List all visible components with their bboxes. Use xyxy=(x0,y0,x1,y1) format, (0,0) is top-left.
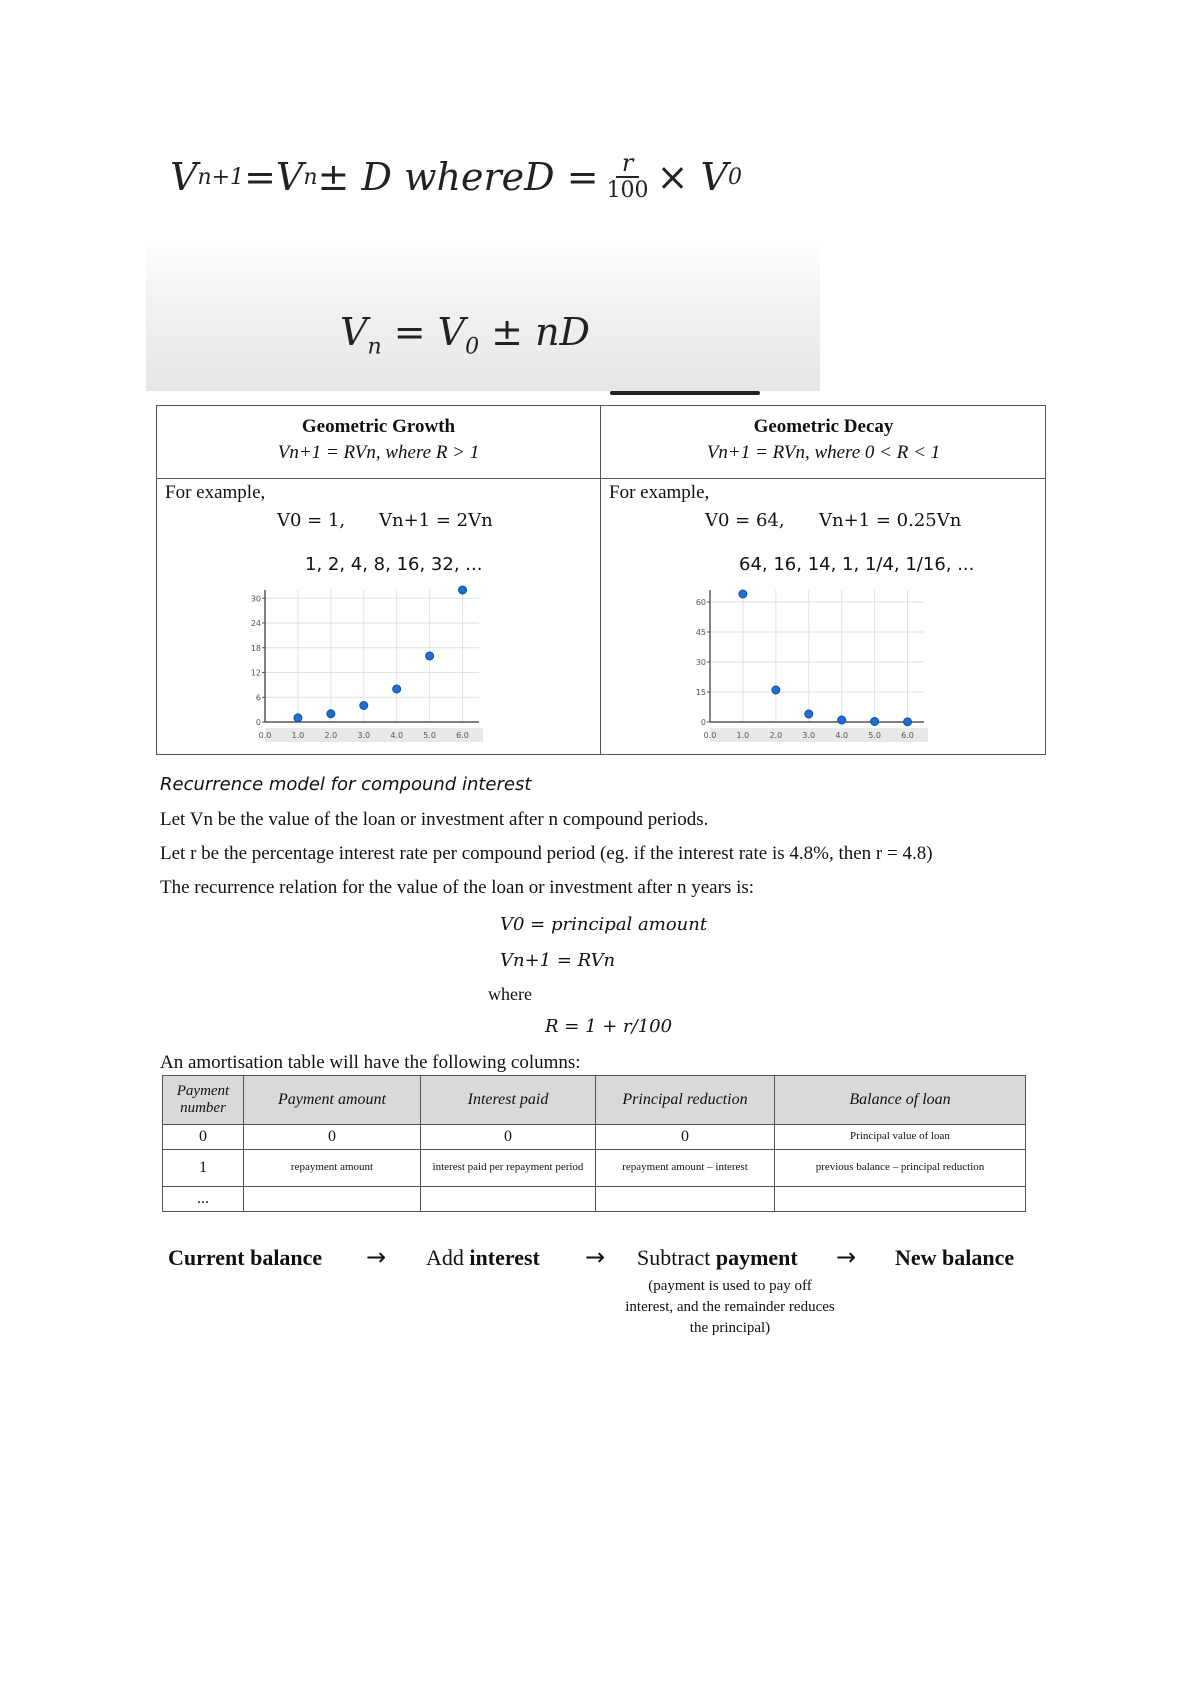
compound-where: where xyxy=(488,984,532,1004)
flow-subtract-payment: Subtract payment xyxy=(637,1245,798,1270)
data-point xyxy=(772,686,780,694)
growth-header xyxy=(157,406,600,464)
y-tick-label: 24 xyxy=(250,619,261,628)
y-tick-label: 12 xyxy=(250,668,261,678)
compound-line-1: Let Vn be the value of the loan or investment after n compound periods. xyxy=(160,809,709,830)
x-tick-label: 3.0 xyxy=(357,731,371,740)
compound-subheading: Recurrence model for compound interest xyxy=(160,774,532,795)
table-cell: previous balance – principal reduction xyxy=(775,1150,1026,1187)
flow-new-balance: New balance xyxy=(895,1245,1015,1270)
x-tick-label: 6.0 xyxy=(901,731,914,740)
x-tick-label: 5.0 xyxy=(868,731,881,740)
chart-background xyxy=(247,584,487,742)
y-tick-label: 6 xyxy=(255,693,261,703)
x-tick-label: 1.0 xyxy=(291,731,305,740)
decay-for-example: For example, xyxy=(609,482,710,503)
table-cell: Principal value of loan xyxy=(775,1125,1026,1150)
x-tick-label: 4.0 xyxy=(390,731,404,740)
col-balance-of-loan: Balance of loan xyxy=(775,1076,1026,1125)
decay-recurrence: Vn+1 = 0.25Vn xyxy=(819,510,962,531)
growth-v0: V0 = 1, xyxy=(277,510,346,531)
flow-arrow-icon: → xyxy=(366,1243,387,1271)
decay-header xyxy=(602,406,1045,464)
y-tick-label: 15 xyxy=(695,688,706,697)
x-tick-label: 0.0 xyxy=(703,731,717,740)
compound-R: R = 1 + r/100 xyxy=(545,1016,673,1037)
compound-line-3: The recurrence relation for the value of the loan or investment after n years is: xyxy=(160,877,755,898)
data-point xyxy=(904,718,912,726)
table-cell: 0 xyxy=(163,1125,244,1150)
growth-recurrence: Vn+1 = 2Vn xyxy=(379,510,493,531)
y-tick-label: 60 xyxy=(695,598,706,607)
formula-recurrence-simple: V n+1 = V n ± D where D = $\frac{r}{100}$ × V 0 xyxy=(170,149,742,204)
chart-background xyxy=(692,584,932,742)
table-cell: 0 xyxy=(421,1125,596,1150)
table-cell: repayment amount – interest xyxy=(596,1150,775,1187)
compound-v0: V0 = principal amount xyxy=(500,914,708,935)
fraction-r-over-100: $\frac{r}{100}$ xyxy=(606,149,649,204)
table-cell xyxy=(421,1187,596,1212)
flow-current-balance: Current balance xyxy=(168,1245,323,1270)
data-point xyxy=(327,710,335,718)
table-cell: 0 xyxy=(596,1125,775,1150)
data-point xyxy=(838,716,846,724)
data-point xyxy=(459,586,467,594)
data-point xyxy=(294,714,302,722)
data-point xyxy=(393,685,401,693)
data-point xyxy=(871,718,879,726)
x-tick-label: 6.0 xyxy=(456,731,469,740)
table-row xyxy=(163,1125,1026,1150)
amortisation-intro: An amortisation table will have the following columns: xyxy=(160,1052,581,1073)
flow-note: (payment is used to pay off interest, and the remainder reduces the principal) xyxy=(625,1278,835,1336)
growth-title: Geometric Growth xyxy=(301,416,456,437)
table-cell xyxy=(596,1187,775,1212)
growth-for-example: For example, xyxy=(165,482,266,503)
flow-arrow-icon: → xyxy=(836,1243,857,1271)
data-point xyxy=(805,710,813,718)
decay-sequence: 64, 16, 14, 1, 1/4, 1/16, ... xyxy=(739,554,975,575)
formula-explicit-simple: $V_n = V_0$ ± nD xyxy=(340,310,591,360)
decay-scatter-chart xyxy=(692,584,932,742)
y-tick-label: 18 xyxy=(250,643,261,653)
decay-title: Geometric Decay xyxy=(753,416,894,437)
flow-add-interest: Add interest xyxy=(426,1245,540,1270)
x-tick-label: 3.0 xyxy=(802,731,816,740)
data-point xyxy=(360,702,368,710)
table-cell: 1 xyxy=(163,1150,244,1187)
x-tick-label: 2.0 xyxy=(324,731,338,740)
data-point xyxy=(426,652,434,660)
y-tick-label: 45 xyxy=(695,628,706,637)
table-cell: ... xyxy=(163,1187,244,1212)
table-cell: repayment amount xyxy=(244,1150,421,1187)
col-payment-number: Payment number xyxy=(163,1076,244,1125)
data-point xyxy=(739,590,747,598)
y-tick-label: 0 xyxy=(255,718,261,727)
x-tick-label: 0.0 xyxy=(258,731,272,740)
table-header-row xyxy=(163,1076,1026,1125)
table-row xyxy=(163,1150,1026,1187)
table-row xyxy=(163,1187,1026,1212)
y-tick-label: 0 xyxy=(700,718,706,727)
growth-scatter-chart xyxy=(247,584,487,742)
decay-v0: V0 = 64, xyxy=(705,510,785,531)
col-interest-paid: Interest paid xyxy=(421,1076,596,1125)
growth-decay-box xyxy=(156,405,1046,755)
table-cell: interest paid per repayment period xyxy=(421,1150,596,1187)
column-divider xyxy=(600,406,601,754)
table-cell: 0 xyxy=(244,1125,421,1150)
y-tick-label: 30 xyxy=(695,658,706,667)
col-payment-amount: Payment amount xyxy=(244,1076,421,1125)
compound-recurrence: Vn+1 = RVn xyxy=(500,950,616,971)
decay-rule: Vn+1 = RVn, where 0 < R < 1 xyxy=(706,442,941,463)
x-tick-label: 4.0 xyxy=(835,731,849,740)
growth-sequence: 1, 2, 4, 8, 16, 32, ... xyxy=(305,554,483,575)
y-tick-label: 30 xyxy=(250,594,261,604)
table-cell xyxy=(244,1187,421,1212)
growth-rule: Vn+1 = RVn, where R > 1 xyxy=(277,442,480,463)
x-tick-label: 1.0 xyxy=(736,731,750,740)
x-tick-label: 5.0 xyxy=(423,731,436,740)
table-cell xyxy=(775,1187,1026,1212)
scan-artifact-line xyxy=(610,391,760,395)
amortisation-table xyxy=(162,1075,1026,1212)
col-principal-reduction: Principal reduction xyxy=(596,1076,775,1125)
compound-line-2: Let r be the percentage interest rate per compound period (eg. if the interest rate is 4.8%, then r = 4.8) xyxy=(160,843,933,864)
flow-arrow-icon: → xyxy=(585,1243,606,1271)
x-tick-label: 2.0 xyxy=(769,731,783,740)
